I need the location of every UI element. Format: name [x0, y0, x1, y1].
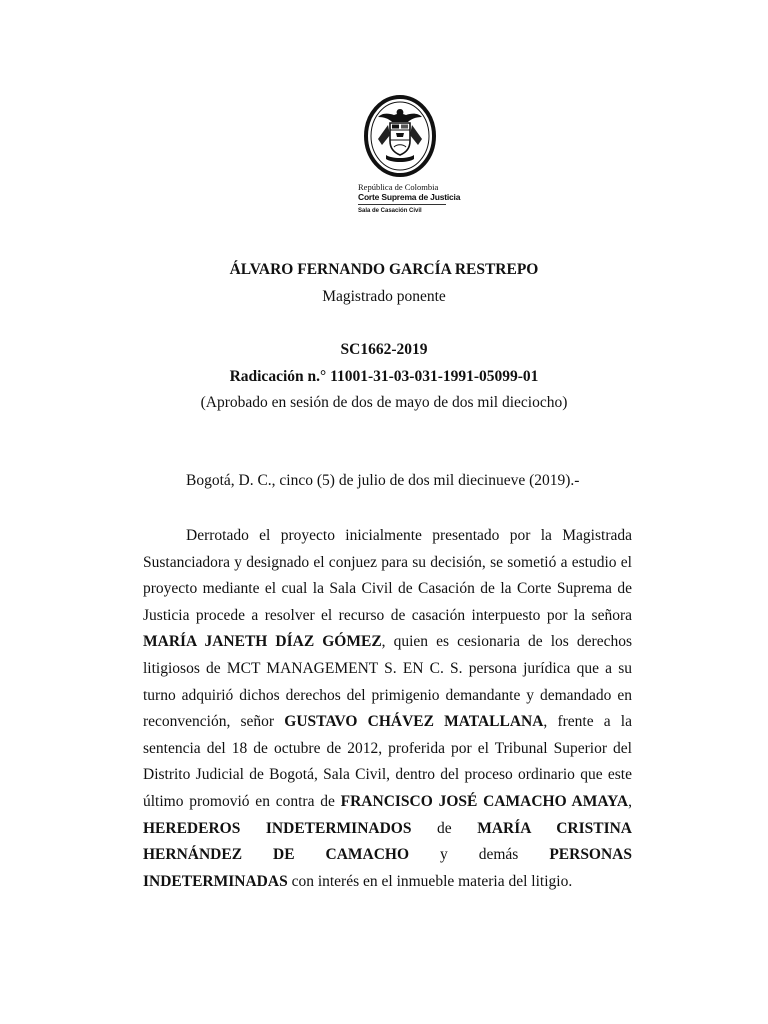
body-text-3: , frente a la sentencia del 18 de octubre de 2012, proferida por el Tribunal Superior del Distrito Judicial de Bogotá, Sala Civil, dentro del proceso ordinario que este último promovió en contra de — [143, 713, 632, 810]
coat-of-arms-icon — [364, 95, 436, 177]
body-text-1: Derrotado el proyecto inicialmente presentado por la Magistrada Sustanciadora y designado el conjuez para su decisión, se sometió a estudio el proyecto mediante el cual la Sala Civil de Casación de la Corte Suprema de Justicia procede a resolver el recurso de casación interpuesto por la señora — [143, 527, 632, 624]
institution-header — [358, 182, 461, 215]
party-name: PERSONAS INDETERMINADAS — [143, 846, 632, 890]
party-name: FRANCISCO JOSÉ CAMACHO AMAYA — [340, 792, 629, 810]
court-name: Corte Suprema de Justicia — [358, 192, 461, 202]
header-divider — [358, 204, 446, 205]
body-text-6: y demás — [409, 846, 550, 864]
magistrate-name: ÁLVARO FERNANDO GARCÍA RESTREPO — [229, 261, 539, 278]
case-radicacion: Radicación n.° 11001-31-03-031-1991-05099-01 — [229, 368, 539, 385]
party-name: GUSTAVO CHÁVEZ MATALLANA — [284, 713, 544, 731]
party-name: MARÍA CRISTINA HERNÁNDEZ DE CAMACHO — [143, 819, 632, 864]
body-text-4: , — [628, 792, 632, 810]
chamber-name: Sala de Casación Civil — [358, 208, 422, 214]
magistrate-role: Magistrado ponente — [322, 288, 446, 305]
body-paragraph — [143, 523, 632, 895]
body-text-7: con interés en el inmueble materia del litigio. — [287, 872, 573, 890]
country-name: República de Colombia — [358, 182, 439, 192]
date-line: Bogotá, D. C., cinco (5) de julio de dos mil diecinueve (2019).- — [186, 472, 580, 489]
body-text-2: , quien es cesionaria de los derechos litigiosos de MCT MANAGEMENT S. EN C. S. persona jurídica que a su turno adquirió dichos derechos del primigenio demandante y demandado en reconvención, señor — [143, 633, 632, 731]
case-number: SC1662-2019 — [340, 341, 428, 358]
party-name: MARÍA JANETH DÍAZ GÓMEZ — [143, 633, 382, 651]
body-text-5: de — [411, 819, 478, 837]
party-name: HEREDEROS INDETERMINADOS — [143, 819, 412, 837]
approval-note: (Aprobado en sesión de dos de mayo de dos mil dieciocho) — [200, 394, 568, 411]
